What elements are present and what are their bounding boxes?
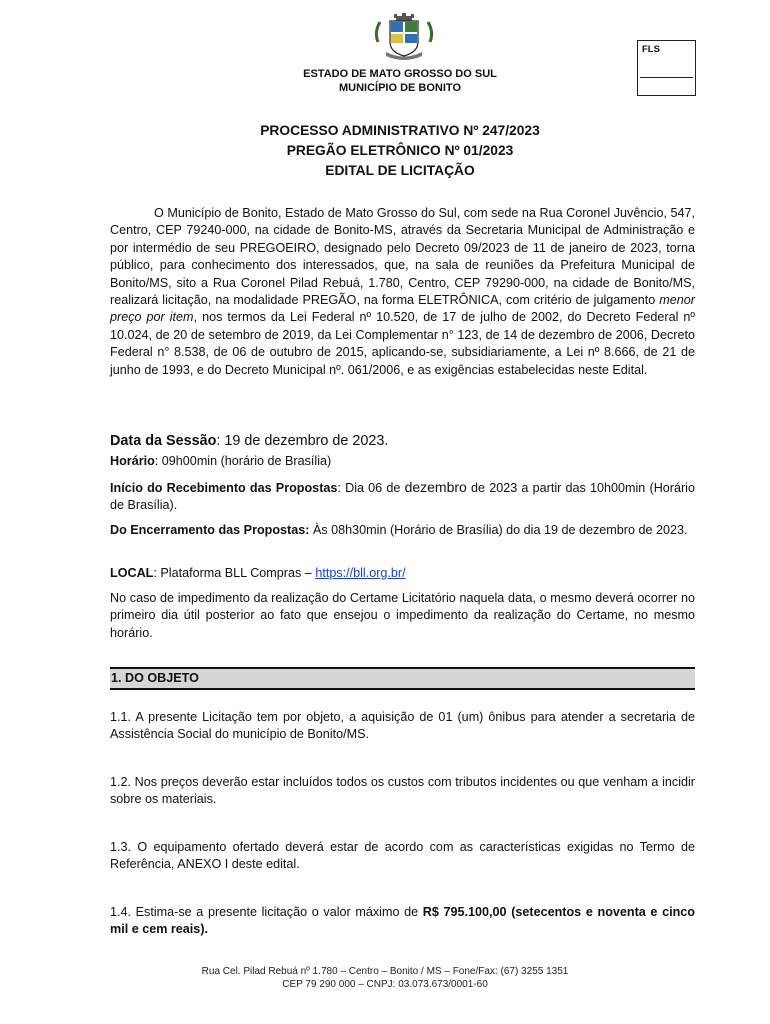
fls-signature-line <box>640 77 693 78</box>
location-value: : Plataforma BLL Compras – <box>153 566 316 580</box>
fls-label: FLS <box>642 44 660 55</box>
notice-title: EDITAL DE LICITAÇÃO <box>325 163 475 178</box>
page-footer <box>100 965 670 991</box>
session-time-value: : 09h00min (horário de Brasília) <box>154 454 332 468</box>
document-title <box>150 121 650 181</box>
proposals-start-month: dezembro <box>404 479 467 495</box>
document-header <box>200 67 600 95</box>
session-time-label: Horário <box>110 454 155 468</box>
municipality-name: MUNICÍPIO DE BONITO <box>338 82 462 94</box>
footer-cnpj: CEP 79 290 000 – CNPJ: 03.073.673/0001-60 <box>282 979 488 990</box>
intro-text-a: O Município de Bonito, Estado de Mato Grosso do Sul, com sede na Rua Coronel Juvêncio, 547, Centro, CEP 79240-000, na cidade de Bonito-MS, através da Secretaria Municipal de Administração e por intermédio de seu PREGOEIRO, designado pelo Decreto 09/2023 de 11 de janeiro de 2023, torna público, para conhecimento dos interessados, que, na sala de reuniões da Prefeitura Municipal de Bonito/MS, sito a Rua Coronel Pilad Rebuá, 1.780, Centro, CEP 79290-000, na cidade de Bonito/MS, realizará licitação, na modalidade PREGÃO, na forma ELETRÔNICA, com critério de julgamento <box>110 206 695 308</box>
item-1-1: 1.1. A presente Licitação tem por objeto, a aquisição de 01 (um) ônibus para atender a secretaria de Assistência Social do município de Bonito/MS. <box>110 710 695 742</box>
location-label: LOCAL <box>110 566 154 580</box>
proposals-end-value: Às 08h30min (Horário de Brasília) do dia 19 de dezembro de 2023. <box>309 523 688 537</box>
bll-platform-link[interactable]: https://bll.org.br/ <box>315 566 406 580</box>
item-1-3: 1.3. O equipamento ofertado deverá estar de acordo com as características exigidas no Termo de Referência, ANEXO I deste edital. <box>110 840 695 872</box>
proposals-start-value-a: : Dia 06 de <box>337 481 405 495</box>
item-1-4 <box>110 904 695 939</box>
proposals-start <box>110 479 695 515</box>
item-1-4-text: 1.4. Estima-se a presente licitação o valor máximo de <box>110 905 423 919</box>
session-time <box>110 453 695 470</box>
intro-italic-criterion: menor preço por item <box>110 293 695 325</box>
footer-address: Rua Cel. Pilad Rebuá nº 1.780 – Centro – Bonito / MS – Fone/Fax: (67) 3255 1351 <box>201 966 569 977</box>
municipal-coat-of-arms-logo <box>372 12 436 62</box>
process-number: PROCESSO ADMINISTRATIVO Nº 247/2023 <box>260 123 540 138</box>
session-date-label: Data da Sessão <box>110 433 217 449</box>
state-name: ESTADO DE MATO GROSSO DO SUL <box>303 68 497 80</box>
intro-paragraph <box>110 205 695 379</box>
item-1-4-value: R$ 795.100,00 (setecentos e noventa e cinco mil e cem reais). <box>110 905 695 937</box>
proposals-start-label: Início do Recebimento das Propostas <box>110 481 338 495</box>
proposals-end <box>110 522 695 539</box>
proposals-start-value-b: de 2023 a partir das 10h00min (Horário de Brasília). <box>110 481 695 513</box>
impediment-paragraph: No caso de impedimento da realização do Certame Licitatório naquela data, o mesmo deverá ocorrer no primeiro dia útil posterior ao fato que ensejou o impedimento da realização do Certame, no mesmo horário. <box>110 591 695 640</box>
item-1-2: 1.2. Nos preços deverão estar incluídos todos os custos com tributos incidentes ou que venham a incidir sobre os materiais. <box>110 775 695 807</box>
proposals-end-label: Do Encerramento das Propostas: <box>110 523 310 537</box>
session-date-value: : 19 de dezembro de 2023. <box>216 433 389 449</box>
session-date <box>110 433 695 450</box>
location <box>110 565 695 582</box>
section-heading-object: 1. DO OBJETO <box>110 667 695 690</box>
auction-number: PREGÃO ELETRÔNICO Nº 01/2023 <box>286 143 514 158</box>
intro-text-b: , nos termos da Lei Federal nº 10.520, de 17 de julho de 2002, do Decreto Federal nº 10.024, de 20 de setembro de 2019, da Lei Complementar n° 123, de 14 de dezembro de 2006, Decreto Federal n° 8.538, de 06 de outubro de 2015, aplicando-se, subsidiariamente, a Lei nº 8.666, de 21 de junho de 1993, e do Decreto Municipal nº. 061/2006, e as exigências estabelecidas neste Edital. <box>110 310 695 377</box>
fls-stamp-box <box>637 40 696 96</box>
